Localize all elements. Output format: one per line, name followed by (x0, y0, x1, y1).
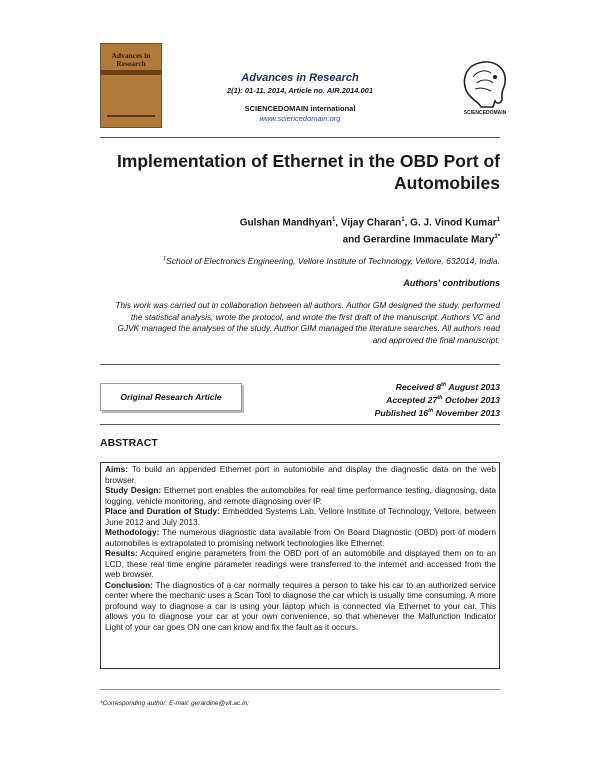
publisher-text: SCIENCEDOMAIN international (244, 104, 356, 113)
aims-text: To build an appended Ethernet port in automobile and display the diagnostic data on the web browser. (105, 464, 496, 485)
contributions-text: This work was carried out in collaboration between all authors. Author GM designed the study, performed the statistical analysis, wrote the protocol, and wrote the first draft of the manuscript. Authors VC and GJVK managed the analyses of the study. Author GIM managed the literature searches. All authors read and approved the final manuscript. (115, 300, 500, 345)
author-4-sup: 1* (494, 234, 500, 241)
abstract-box (100, 462, 500, 669)
place-text: Embedded Systems Lab, Vellore Institute of Technology, Vellore, between June 2012 and July 2013. (105, 506, 496, 527)
received-month: August 2013 (446, 381, 500, 392)
abstract-heading: ABSTRACT (100, 437, 158, 449)
publication-dates (330, 380, 500, 419)
author-3: G. J. Vinod Kumar (410, 217, 497, 229)
published-text: Published 16 (374, 407, 429, 418)
corresponding-author-footnote: *Corresponding author: E-mail: gerardine@vit.ac.in; (100, 700, 249, 707)
place-label: Place and Duration of Study: (105, 506, 220, 516)
received-date (330, 380, 500, 393)
published-sup: th (428, 407, 434, 414)
logo-caption: SCIENCEDOMAIN (463, 110, 507, 116)
author-list: Gulshan Mandhyan$^1$, Vijay Charan$^1$, G. J. Vinod Kumar$^1$ and Gerardine Immaculate Mary$^{1*}$ (239, 217, 500, 246)
cover-stripe (107, 115, 155, 117)
author-2-sup: 1 (401, 217, 405, 223)
accepted-text: Accepted 27 (386, 394, 438, 405)
results-label: Results: (105, 548, 138, 558)
results-text: Acquired engine parameters from the OBD port of an automobile and displayed them on to an LCD, these real time engine parameter readings were transferred to the internet and accessed from the web browser. (105, 548, 496, 579)
method-text: The numerous diagnostic data available from On Board Diagnostic (OBD) port of modern automobiles is extrapolated to promising network technologies like Ethernet. (105, 527, 496, 548)
received-sup: th (441, 382, 447, 388)
author-3-sup: 1 (496, 217, 500, 223)
contributions-heading: Authors' contributions (403, 278, 500, 288)
paper-title: Implementation of Ethernet in the OBD Port of Automobiles (116, 151, 500, 193)
author-4: and Gerardine Immaculate Mary (342, 234, 495, 246)
aims-label: Aims: (105, 464, 129, 474)
article-type-label: Original Research Article (120, 392, 222, 402)
journal-cover-image (100, 43, 162, 128)
abstract-method (105, 527, 496, 548)
dates-rule (100, 424, 500, 425)
cover-band (101, 70, 161, 75)
publisher-logo-icon (455, 55, 515, 115)
publisher-name (180, 104, 420, 113)
author-1-sup: 1 (331, 217, 336, 223)
published-month: November 2013 (433, 407, 500, 418)
affiliation (90, 256, 500, 266)
header-rule (100, 137, 500, 138)
author-1: Gulshan Mandhyan (239, 217, 332, 229)
abstract-results (105, 548, 496, 580)
author-2: Vijay Charan (340, 217, 402, 229)
accepted-month: October 2013 (442, 394, 500, 405)
design-label: Study Design: (105, 485, 162, 495)
abstract-aims (105, 464, 496, 485)
conclusion-text: The diagnostics of a car normally requires a person to take his car to an authorized service center where the mechanic uses a Scan Tool to diagnose the car which is usually time consuming. A more profound way to diagnose a car is using your laptop which is connected via Ethernet to your car. This allows you to diagnose your car at your own convenience, so that whenever the Malfunction Indicator Light of your car goes ON one can know and fix the fault as it occurs. (105, 579, 496, 632)
affiliation-sup: 1 (163, 256, 167, 263)
published-date (330, 406, 500, 419)
article-type-box (100, 383, 242, 411)
publisher-website-link[interactable]: www.sciencedomain.org (259, 114, 341, 123)
conclusion-label: Conclusion: (105, 579, 153, 590)
abstract-conclusion (105, 580, 496, 633)
abstract-place (105, 506, 496, 527)
design-text: Ethernet port enables the automobiles for real time performance testing, diagnosing, data logging, vehicle monitoring, and remote diagnosing over IP. (105, 485, 497, 506)
received-text: Received 8 (395, 381, 442, 392)
accepted-date (330, 393, 500, 406)
cover-title: Advances in Research (111, 51, 151, 68)
accepted-sup: th (437, 394, 443, 401)
issue-info: 2(1): 01-11, 2014, Article no. AIR.2014.001 (226, 86, 374, 95)
affiliation-text: School of Electronics Engineering, Vellore Institute of Technology, Vellore, 632014, India. (166, 256, 500, 266)
method-label: Methodology: (105, 527, 160, 537)
footnote-rule (100, 689, 500, 690)
contributions-rule (100, 364, 500, 365)
abstract-design (105, 485, 496, 506)
journal-name: Advances in Research (241, 72, 359, 84)
